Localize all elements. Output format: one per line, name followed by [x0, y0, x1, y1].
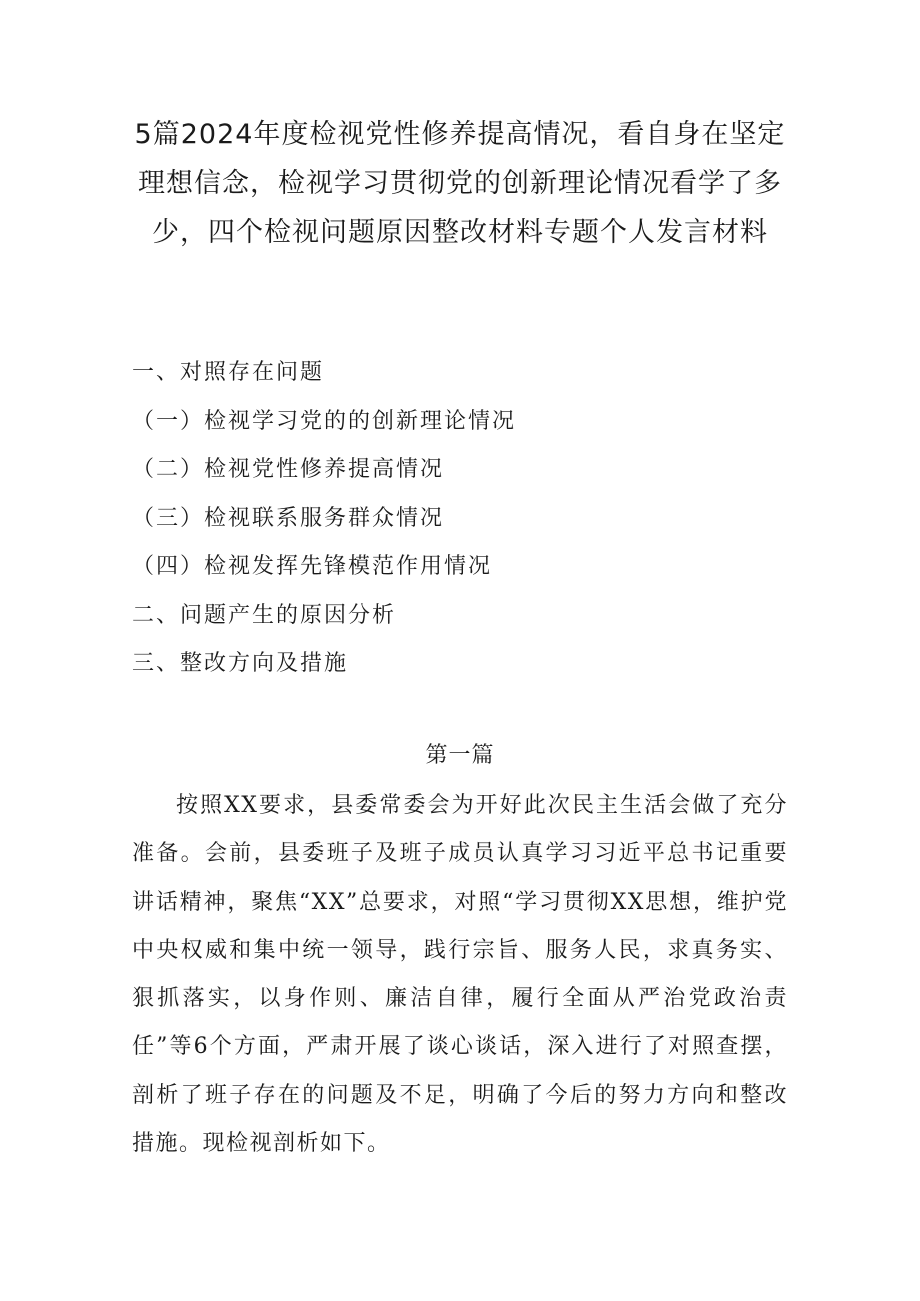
toc-item: （一）检视学习党的的创新理论情况 [132, 408, 517, 434]
toc-item: （三）检视联系服务群众情况 [132, 505, 445, 531]
toc-item: （四）检视发挥先锋模范作用情况 [132, 554, 493, 579]
toc-item: （二）检视党性修养提高情况 [132, 457, 445, 482]
toc-item: 二、问题产生的原因分析 [132, 602, 397, 628]
document-title: 5篇2024年度检视党性修养提高情况，看自身在坚定理想信念，检视学习贯彻党的创新理论情况看学了多少，四个检视问题原因整改材料专题个人发言材料 [134, 119, 786, 248]
table-of-contents [132, 349, 792, 689]
body-paragraph: 按照XX要求，县委常委会为开好此次民主生活会做了充分准备。会前，县委班子及班子成员认真学习习近平总书记重要讲话精神，聚焦“XX”总要求，对照“学习贯彻XX思想，维护党中央权威和集中统一领导，践行宗旨、服务人民，求真务实、狠抓落实，以身作则、廉洁自律，履行全面从严治党政治责任”等6个方面，严肃开展了谈心谈话，深入进行了对照查摆，剖析了班子存在的问题及不足，明确了今后的努力方向和整改措施。现检视剖析如下。 [132, 793, 788, 1157]
toc-item: 三、整改方向及措施 [132, 651, 349, 676]
section-heading: 第一篇 [425, 743, 495, 768]
toc-item: 一、对照存在问题 [132, 360, 325, 385]
